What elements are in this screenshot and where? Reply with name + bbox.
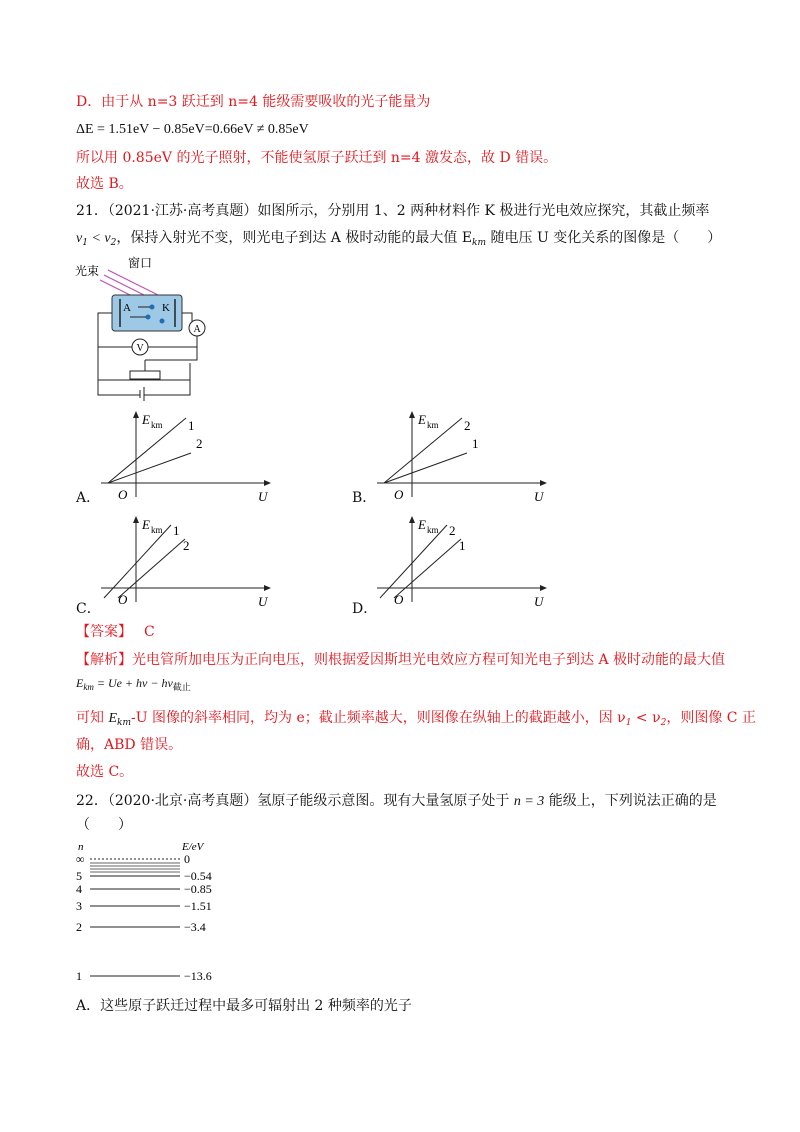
q22-option-a[interactable]: A．这些原子跃迁过程中最多可辐射出 2 种频率的光子 [76, 998, 412, 1014]
origin-label: O [118, 487, 128, 502]
option-d-graph [372, 513, 572, 608]
series-label-lower: 1 [459, 538, 466, 553]
svg-text:km: km [151, 525, 163, 535]
level-energy-label: −3.4 [184, 920, 206, 934]
series-label-lower: 2 [183, 538, 190, 553]
series-label-upper: 1 [173, 523, 180, 538]
answer-value: C [144, 624, 155, 640]
prev-solution-choose: 故选 B。 [76, 176, 133, 192]
level-n-label: 5 [76, 869, 82, 883]
origin-label: O [394, 592, 404, 607]
y-axis-label: E [142, 517, 150, 532]
prev-solution-equation: ΔE = 1.51eV − 0.85eV=0.66eV ≠ 0.85eV [76, 122, 309, 137]
q21-analysis-formula: $E_{km} = Ue + h\nu - h\nu_{截止}$ [76, 676, 191, 692]
level-n-label: 3 [76, 899, 82, 913]
option-c-graph [96, 513, 296, 608]
q21-stem-1: 如图所示，分别用 1、2 两种材料作 K 极进行光电效应探究，其截止频率 [257, 203, 710, 219]
q21-source: （2021·江苏·高考真题） [107, 203, 258, 219]
q21-stem-line1 [76, 201, 709, 221]
prev-solution-conclusion: 所以用 0.85eV 的光子照射，不能使氢原子跃迁到 n=4 激发态，故 D 错误。 [76, 150, 558, 166]
photoelectric-apparatus-diagram [70, 255, 215, 405]
q22-source: （2020·北京·高考真题） [107, 793, 258, 809]
x-axis-label: U [534, 489, 544, 503]
x-axis-label: U [534, 594, 544, 608]
level-n-label: 4 [76, 882, 82, 896]
energy-header: E/eV [182, 841, 204, 853]
x-axis-label: U [258, 489, 268, 503]
q22-number: 22． [76, 793, 108, 809]
beam-label: 光束 [75, 264, 100, 278]
level-n-label: 2 [76, 920, 82, 934]
q21-number: 21． [76, 203, 108, 219]
svg-text:km: km [427, 420, 439, 430]
option-c-label[interactable]: C． [76, 601, 101, 617]
level-energy-label: 0 [184, 852, 190, 866]
series-line-upper [384, 418, 462, 483]
q21-analysis-3: 确，ABD 错误。 [76, 737, 183, 753]
series-line-upper [104, 525, 171, 598]
ammeter-label: A [193, 324, 201, 335]
q21-analysis-2: 可知 $E_{km}-U$ 图像的斜率相同，均为 e；截止频率越大，则图像在纵轴上的截距越小，因 $\nu_1 < \nu_2$，则图像 C 正 [76, 710, 756, 728]
series-label-lower: 1 [472, 436, 479, 451]
option-b-label[interactable]: B． [352, 490, 377, 506]
option-b-graph [372, 408, 572, 503]
series-line-lower [394, 539, 461, 598]
prev-solution-d: D．由于从 n=3 跃迁到 n=4 能级需要吸收的光子能量为 [76, 94, 431, 110]
level-energy-label: −0.85 [184, 882, 212, 896]
anode-label: A [123, 302, 131, 314]
q22-stem-line1: 22．（2020·北京·高考真题）氢原子能级示意图。现有大量氢原子处于 n = 3 能级上，下列说法正确的是 [76, 793, 717, 809]
q21-analysis-1: 【解析】光电管所加电压为正向电压，则根据爱因斯坦光电效应方程可知光电子到达 A 极时动能的最大值 [76, 652, 726, 668]
q21-stem-line2: $\nu_1 < \nu_2$，保持入射光不变，则光电子到达 A 极时动能的最大值 $E_{km}$ 随电压 U 变化关系的图像是（ ） [76, 230, 722, 248]
n-header: n [78, 841, 84, 853]
series-line-lower [118, 539, 185, 598]
y-axis-label: E [418, 517, 426, 532]
level-energy-label: −0.54 [184, 869, 212, 883]
q21-answer [76, 622, 155, 642]
q21-choose: 故选 C。 [76, 764, 134, 780]
series-line-upper [380, 525, 447, 598]
q22-stem-line2: （ ） [76, 817, 132, 833]
answer-tag: 【答案】 [76, 624, 132, 640]
series-line-lower [108, 453, 191, 483]
series-label-upper: 2 [449, 523, 456, 538]
origin-label: O [118, 592, 128, 607]
series-line-upper [108, 418, 186, 483]
level-n-label: ∞ [76, 852, 85, 866]
level-n-label: 1 [76, 969, 82, 983]
level-energy-label: −1.51 [184, 899, 212, 913]
y-axis-label: E [142, 412, 150, 427]
level-energy-label: −13.6 [184, 969, 212, 983]
energy-level-diagram [70, 838, 260, 990]
option-a-graph [96, 408, 296, 503]
origin-label: O [394, 487, 404, 502]
series-label-upper: 2 [464, 418, 471, 433]
series-label-lower: 2 [196, 436, 203, 451]
option-d-label[interactable]: D． [352, 601, 378, 617]
series-label-upper: 1 [188, 418, 195, 433]
option-a-label[interactable]: A． [76, 490, 101, 506]
svg-text:km: km [151, 420, 163, 430]
y-axis-label: E [418, 412, 426, 427]
cathode-label: K [162, 302, 170, 314]
analysis-tag: 【解析】 [76, 652, 132, 668]
q21-nu1: ν [76, 231, 83, 246]
voltmeter-label: V [136, 343, 144, 354]
series-line-lower [384, 453, 467, 483]
svg-text:km: km [427, 525, 439, 535]
x-axis-label: U [258, 594, 268, 608]
window-label: 窗口 [128, 256, 153, 270]
